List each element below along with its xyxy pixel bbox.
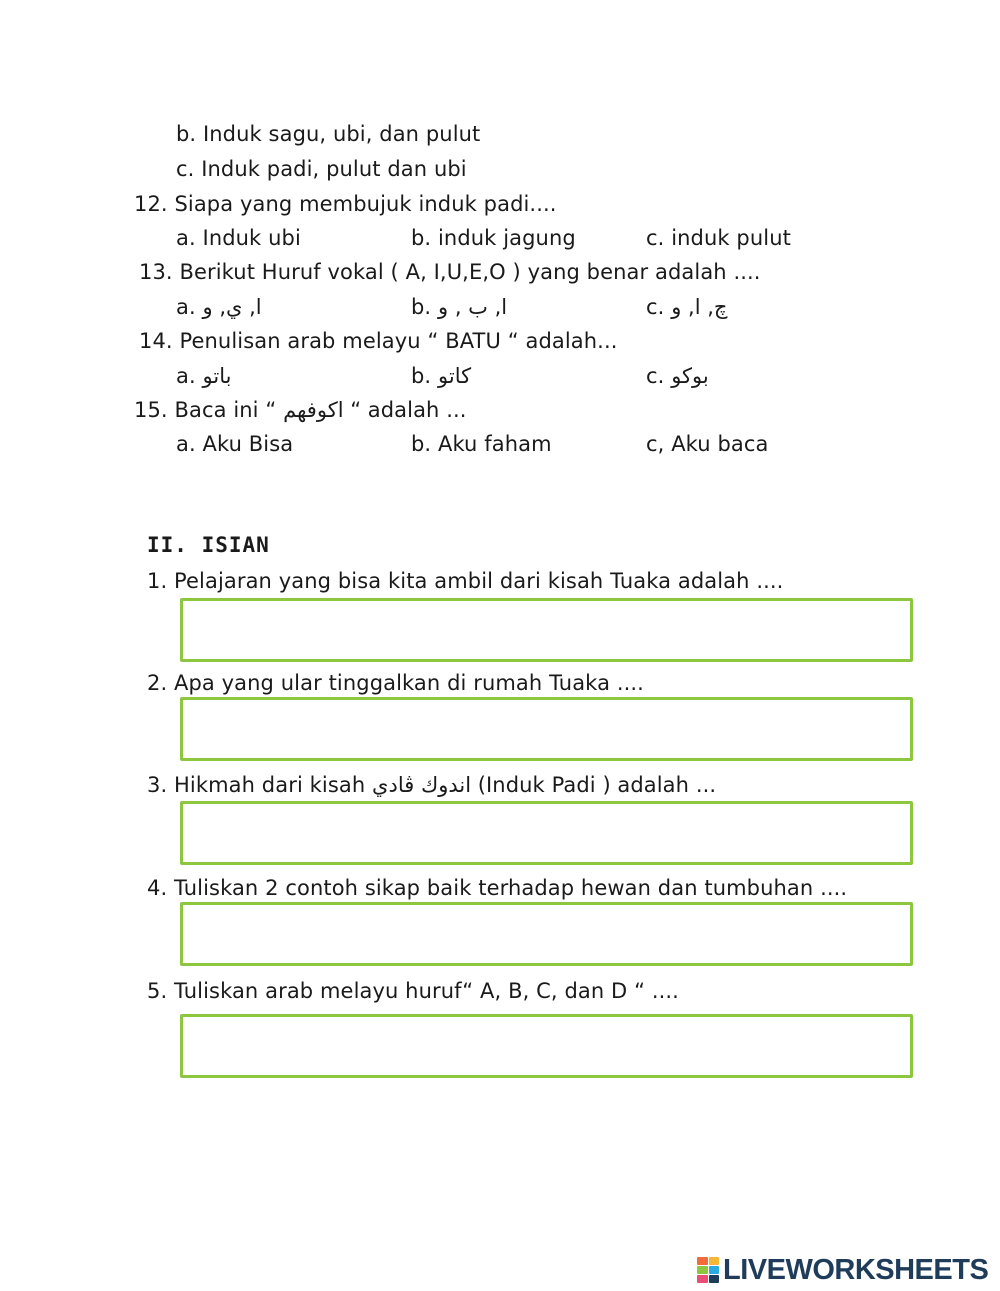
isian-question-2: 2. Apa yang ular tinggalkan di rumah Tuaka .... — [147, 671, 644, 695]
q15-arabic: اكوفهم — [283, 398, 344, 422]
q12-option-c: c. induk pulut — [646, 226, 791, 250]
liveworksheets-mark-icon — [697, 1257, 719, 1283]
q13-option-c-arabic: چ, ا, و — [671, 295, 728, 319]
isian-question-3 — [147, 772, 716, 798]
q3-suffix: (Induk Padi ) adalah ... — [477, 773, 717, 797]
q15-suffix: “ adalah ... — [350, 398, 467, 422]
answer-box-3[interactable] — [180, 801, 913, 865]
q12-option-b: b. induk jagung — [411, 226, 576, 250]
q12-option-a: a. Induk ubi — [176, 226, 301, 250]
q14-option-c — [646, 363, 709, 389]
q11-option-c: c. Induk padi, pulut dan ubi — [176, 157, 467, 181]
q15-option-a: a. Aku Bisa — [176, 432, 294, 456]
q14-option-c-arabic: بوكو — [671, 364, 709, 388]
q11-option-b: b. Induk sagu, ubi, dan pulut — [176, 122, 481, 146]
q13-option-a — [176, 294, 262, 320]
q14-option-b-arabic: كاتو — [438, 364, 472, 388]
q14-option-c-label: c. — [646, 364, 665, 388]
q13-option-b — [411, 294, 507, 320]
question-13: 13. Berikut Huruf vokal ( A, I,U,E,O ) yang benar adalah .... — [139, 260, 761, 284]
question-14: 14. Penulisan arab melayu “ BATU “ adalah... — [139, 329, 618, 353]
q13-option-a-label: a. — [176, 295, 196, 319]
q3-prefix: 3. Hikmah dari kisah — [147, 773, 366, 797]
question-15 — [134, 397, 467, 423]
q13-option-c — [646, 294, 727, 320]
q15-option-c: c, Aku baca — [646, 432, 769, 456]
q15-prefix: 15. Baca ini “ — [134, 398, 277, 422]
answer-box-2[interactable] — [180, 697, 913, 761]
question-12: 12. Siapa yang membujuk induk padi.... — [134, 192, 557, 216]
isian-question-5: 5. Tuliskan arab melayu huruf“ A, B, C, dan D “ .... — [147, 979, 679, 1003]
q14-option-b-label: b. — [411, 364, 432, 388]
q3-arabic: اندوك ڤادي — [372, 773, 472, 797]
q13-option-a-arabic: ا, ي, و — [202, 295, 262, 319]
answer-box-4[interactable] — [180, 902, 913, 966]
isian-question-1: 1. Pelajaran yang bisa kita ambil dari kisah Tuaka adalah .... — [147, 569, 784, 593]
section-title: II. ISIAN — [147, 533, 270, 557]
q13-option-c-label: c. — [646, 295, 665, 319]
q13-option-b-arabic: ا, ب , و — [438, 295, 508, 319]
answer-box-1[interactable] — [180, 598, 913, 662]
brand-name: LIVEWORKSHEETS — [723, 1253, 989, 1286]
q14-option-a-label: a. — [176, 364, 196, 388]
answer-box-5[interactable] — [180, 1014, 913, 1078]
q15-option-b: b. Aku faham — [411, 432, 552, 456]
q14-option-a-arabic: باتو — [202, 364, 232, 388]
q14-option-b — [411, 363, 471, 389]
q14-option-a — [176, 363, 231, 389]
liveworksheets-logo — [697, 1255, 988, 1285]
isian-question-4: 4. Tuliskan 2 contoh sikap baik terhadap hewan dan tumbuhan .... — [147, 876, 848, 900]
q13-option-b-label: b. — [411, 295, 432, 319]
